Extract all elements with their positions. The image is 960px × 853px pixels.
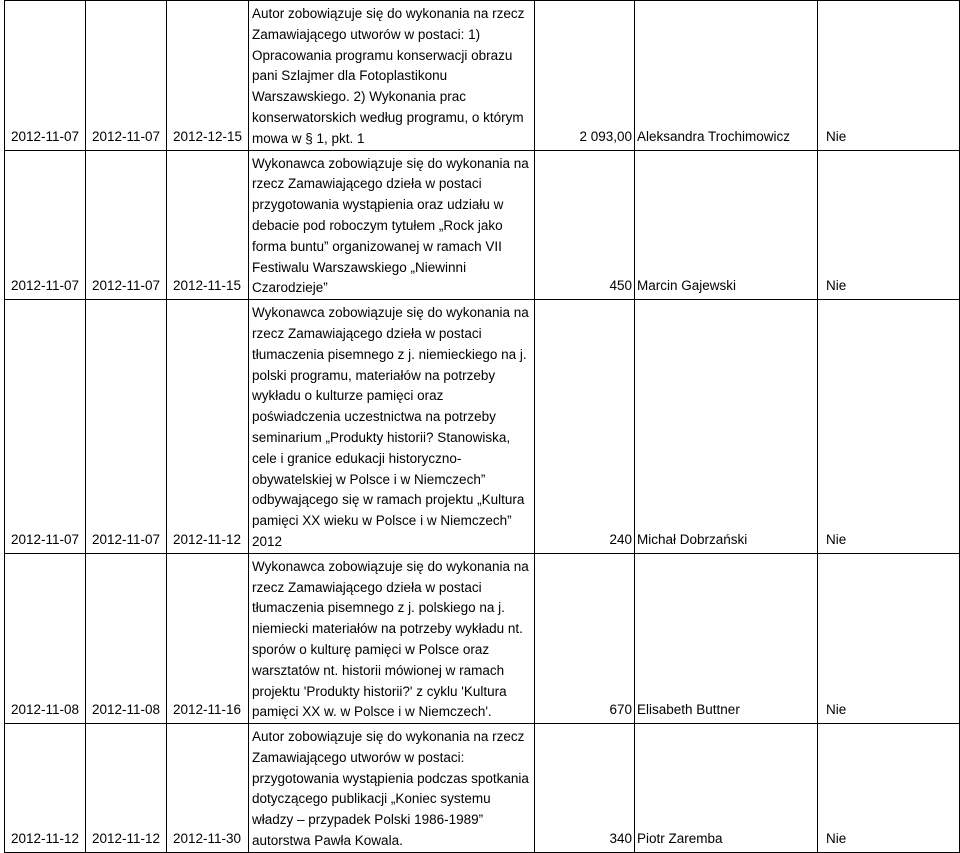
description-cell: Wykonawca zobowiązuje się do wykonania na rzecz Zamawiającego dzieła w postaci tłumaczenia pisemnego z j. polskiego na j. niemiecki materiałów na potrzeby wykładu nt. sporów o kulturę pamięci w Polsce oraz warsztatów nt. historii mówionej w ramach projektu 'Produkty historii?' z cyklu 'Kultura pamięci XX w. w Polsce i w Niemczech'. bbox=[249, 553, 535, 723]
end-date-cell: 2012-11-15 bbox=[167, 150, 249, 300]
flag-cell: Nie bbox=[818, 150, 960, 300]
sign-date-cell: 2012-11-07 bbox=[86, 300, 167, 554]
description-cell: Autor zobowiązuje się do wykonania na rzecz Zamawiającego utworów w postaci: przygotowania wystąpienia podczas spotkania dotyczącego publikacji „Koniec systemu władzy – przypadek Polski 1986-1989” autorstwa Pawła Kowala. bbox=[249, 724, 535, 853]
description-cell: Wykonawca zobowiązuje się do wykonania na rzecz Zamawiającego dzieła w postaci przygotowania wystąpienia oraz udziału w debacie pod roboczym tytułem „Rock jako forma buntu” organizowanej w ramach VII Festiwalu Warszawskiego „Niewinni Czarodzieje” bbox=[249, 150, 535, 300]
table-row bbox=[5, 724, 960, 853]
description-cell: Autor zobowiązuje się do wykonania na rzecz Zamawiającego utworów w postaci: 1) Opracowania programu konserwacji obrazu pani Szlajmer dla Fotoplastikonu Warszawskiego. 2) Wykonania prac konserwatorskich według programu, o którym mowa w § 1, pkt. 1 bbox=[249, 1, 535, 151]
end-date-cell: 2012-11-16 bbox=[167, 553, 249, 723]
flag-cell: Nie bbox=[818, 300, 960, 554]
flag-cell: Nie bbox=[818, 1, 960, 151]
table-row bbox=[5, 553, 960, 723]
start-date-cell: 2012-11-12 bbox=[5, 724, 86, 853]
contractor-name-cell: Piotr Zaremba bbox=[635, 724, 818, 853]
end-date-cell: 2012-11-12 bbox=[167, 300, 249, 554]
table-row bbox=[5, 300, 960, 554]
start-date-cell: 2012-11-07 bbox=[5, 1, 86, 151]
start-date-cell: 2012-11-07 bbox=[5, 300, 86, 554]
table-row bbox=[5, 150, 960, 300]
amount-cell: 450 bbox=[535, 150, 635, 300]
amount-cell: 2 093,00 bbox=[535, 1, 635, 151]
end-date-cell: 2012-11-30 bbox=[167, 724, 249, 853]
table-row bbox=[5, 1, 960, 151]
description-cell: Wykonawca zobowiązuje się do wykonania na rzecz Zamawiającego dzieła w postaci tłumaczenia pisemnego z j. niemieckiego na j. polski programu, materiałów na potrzeby wykładu o kulturze pamięci oraz poświadczenia uczestnictwa na potrzeby seminarium „Produkty historii? Stanowiska, cele i granice edukacji historyczno-obywatelskiej w Polsce i w Niemczech” odbywającego się w ramach projektu „Kultura pamięci XX wieku w Polsce i w Niemczech” 2012 bbox=[249, 300, 535, 554]
flag-cell: Nie bbox=[818, 553, 960, 723]
sign-date-cell: 2012-11-07 bbox=[86, 1, 167, 151]
contracts-table bbox=[4, 0, 960, 853]
sign-date-cell: 2012-11-07 bbox=[86, 150, 167, 300]
contractor-name-cell: Aleksandra Trochimowicz bbox=[635, 1, 818, 151]
amount-cell: 670 bbox=[535, 553, 635, 723]
flag-cell: Nie bbox=[818, 724, 960, 853]
contractor-name-cell: Michał Dobrzański bbox=[635, 300, 818, 554]
sign-date-cell: 2012-11-12 bbox=[86, 724, 167, 853]
end-date-cell: 2012-12-15 bbox=[167, 1, 249, 151]
start-date-cell: 2012-11-08 bbox=[5, 553, 86, 723]
start-date-cell: 2012-11-07 bbox=[5, 150, 86, 300]
contractor-name-cell: Marcin Gajewski bbox=[635, 150, 818, 300]
amount-cell: 340 bbox=[535, 724, 635, 853]
contractor-name-cell: Elisabeth Buttner bbox=[635, 553, 818, 723]
sign-date-cell: 2012-11-08 bbox=[86, 553, 167, 723]
amount-cell: 240 bbox=[535, 300, 635, 554]
